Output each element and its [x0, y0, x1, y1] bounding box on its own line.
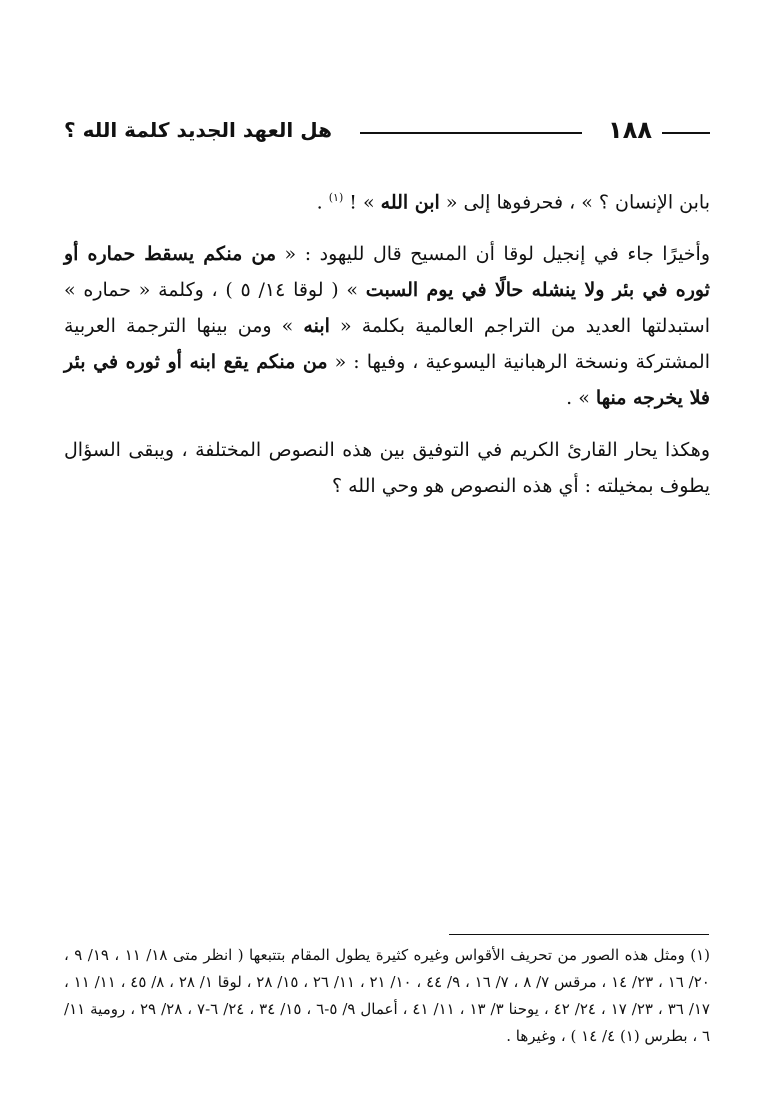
footnote-separator: [449, 934, 709, 935]
page-header: [64, 112, 710, 152]
p1-text-c: » !: [349, 191, 381, 214]
p2-text-e: » ومن بينها الترجمة العربية المشتركة ونسخة الرهبانية اليسوعية ، وفيها : «: [64, 315, 710, 374]
footnote-ref-1[interactable]: (١): [328, 191, 344, 204]
paragraph-3: وهكذا يحار القارئ الكريم في التوفيق بين هذه النصوص المختلفة ، ويبقى السؤال يطوف بمخيلته : أي هذه النصوص هو وحي الله ؟: [64, 439, 710, 498]
p2-text-c: » ( لوقا ١٤/ ٥ ) ، وكلمة « حماره » استبدلتها العديد من التراجم العالمية بكلمة «: [64, 279, 710, 338]
p2-word-son: ابنه: [303, 315, 330, 338]
p1-quote-bold: ابن الله: [380, 191, 440, 214]
p1-text-d: .: [316, 191, 329, 214]
paragraph-1: [64, 180, 710, 220]
header-rule-middle: [360, 132, 582, 134]
p2-text-a: وأخيرًا جاء في إنجيل لوقا أن المسيح قال لليهود : «: [276, 243, 710, 266]
p2-quote-translation: من منكم يقع ابنه أو ثوره في بئر فلا يخرجه منها: [64, 351, 710, 410]
p2-quote-luke: من منكم يسقط حماره أو ثوره في بئر ولا ينشله حالًا في يوم السبت: [64, 243, 710, 302]
running-title: هل العهد الجديد كلمة الله ؟: [64, 118, 332, 142]
page-number: ١٨٨: [608, 116, 652, 144]
header-rule-right: [662, 132, 710, 134]
p1-text-a: بابن الإنسان ؟ » ، فحرفوها إلى «: [439, 191, 710, 214]
paragraph-2: [64, 236, 710, 416]
p2-text-g: » .: [566, 387, 596, 410]
body-text: [64, 180, 710, 520]
footnote-1: (١) ومثل هذه الصور من تحريف الأقواس وغيره كثيرة يطول المقام بتتبعها ( انظر متى ١٨/ ١١ ، ١٩/ ٩ ، ٢٠/ ١٦ ، ٢٣/ ١٤ ، مرقس ٧/ ٨ ، ٧/ ١٦ ، ٩/ ٤٤ ، ١٠/ ٢١ ، ١١/ ٢٦ ، ١٥/ ٢٨ ، لوقا ١/ ٢٨ ، ٨/ ٤٥ ، ١١/ ١١ ، ١٧/ ٣٦ ، ٢٣/ ١٧ ، ٢٤/ ٤٢ ، يوحنا ٣/ ١٣ ، ١١/ ٤١ ، أعمال ٩/ ٥-٦ ، ١٥/ ٣٤ ، ٢٤/ ٦-٧ ، ٢٨/ ٢٩ ، رومية ١١/ ٦ ، بطرس (١) ٤/ ١٤ ) ، وغيرها .: [64, 946, 711, 1045]
